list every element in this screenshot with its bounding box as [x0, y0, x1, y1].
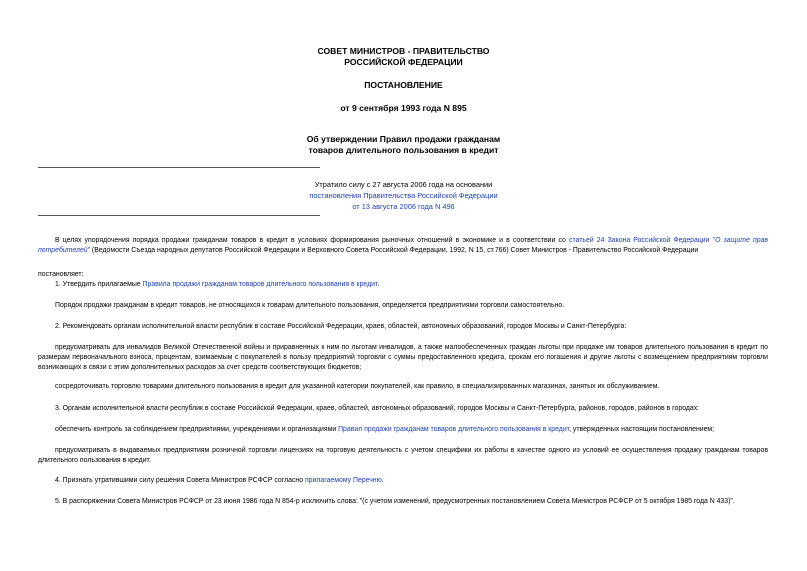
paragraph-1-note: Порядок продажи гражданам в кредит товаров, не относящихся к товарам длительного пользования, определяется предприятиями торговли самостоятельно. [55, 302, 565, 309]
issuer-line-2: РОССИЙСКОЙ ФЕДЕРАЦИИ [344, 57, 463, 67]
paragraph-4 [38, 476, 768, 486]
document-date: от 9 сентября 1993 года N 895 [340, 103, 467, 113]
divider-bottom [38, 215, 320, 216]
paragraph-4-text: 4. Признать утратившими силу решения Совета Министров РСФСР согласно [55, 477, 305, 484]
rules-link[interactable]: Правила продажи гражданам товаров длительного пользования в кредит [142, 281, 378, 288]
repeal-link-line-1[interactable]: постановления Правительства Российской Федерации [309, 191, 498, 200]
consumer-law-link[interactable]: "О защите прав потребителей" [38, 237, 768, 254]
paragraph-1-end: . [377, 281, 380, 288]
issuer-line-1: СОВЕТ МИНИСТРОВ - ПРАВИТЕЛЬСТВО [317, 46, 490, 56]
preamble-text-end: (Ведомости Съезда народных депутатов Российской Федерации и Верховного Совета Российской Федерации, 1992, N 15, ст.766) Совет Министров - Правительство Российской Федерации [90, 247, 699, 254]
annex-list-link[interactable]: прилагаемому Перечню [304, 477, 382, 484]
paragraph-2-item-b: сосредоточивать торговлю товарами длительного пользования в кредит для указанной категории покупателей, как правило, в специализированных магазинах, занятых их обслуживанием. [55, 383, 660, 390]
paragraph-1 [38, 280, 768, 290]
resolves-label: постановляет: [38, 271, 84, 278]
rules-link-2[interactable]: Правил продажи гражданам товаров длительного пользования в кредит [338, 426, 570, 433]
document-title-line-1: Об утверждении Правил продажи гражданам [306, 134, 501, 144]
document-title-line-2: товаров длительного пользования в кредит [308, 145, 499, 155]
paragraph-1-text: 1. Утвердить прилагаемые [55, 281, 143, 288]
paragraph-3-item-a-end: , утвержденных настоящим постановлением; [569, 426, 715, 433]
paragraph-2-item-a: предусматривать для инвалидов Великой Отечественной войны и приравненных к ним по льготам инвалидов, а также малообеспеченных граждан льготы при продаже им товаров длительного пользования в кредит по размерам первоначального взноса, процентам, взимаемым с покупателей в пользу предприятий торговли с суммы предоставленного кредита, срокам его погашения и другие льготы с возмещением предприятиям торговли возникающих в связи с этим дополнительных расходов за счет средств соответствующих бюджетов; [38, 344, 768, 371]
document-type: ПОСТАНОВЛЕНИЕ [364, 80, 443, 90]
repeal-link-line-2[interactable]: от 13 августа 2006 года N 496 [352, 202, 455, 211]
preamble-text: В целях упорядочения порядка продажи гражданам товаров в кредит в условиях формирования рыночных отношений в экономике и в соответствии со [55, 237, 570, 244]
preamble-paragraph [38, 236, 768, 256]
law-article-link[interactable]: статьей 24 Закона Российской Федерации [569, 237, 710, 244]
paragraph-5: 5. В распоряжении Совета Министров РСФСР от 23 июня 1986 года N 854-р исключить слова: "(с учетом изменений, предусмотренных постановлением Совета Министров РСФСР от 5 октября 1985 года N 433)". [55, 498, 735, 505]
paragraph-3-item-b: предусматривать в выдаваемых предприятиям розничной торговли лицензиях на торговую деятельность с учетом специфики их работы в качестве одного из условий ее осуществления продажу гражданам товаров длительного пользования в кредит. [38, 447, 768, 464]
paragraph-3-item-a-text: обеспечить контроль за соблюдением предприятиями, учреждениями и организациями [55, 426, 339, 433]
divider-top [38, 167, 320, 168]
paragraph-3-item-a [38, 425, 768, 435]
paragraph-2: 2. Рекомендовать органам исполнительной власти республик в составе Российской Федерации, краев, областей, автономных образований, городов Москвы и Санкт-Петербурга: [55, 323, 627, 330]
repeal-note: Утратило силу с 27 августа 2006 года на основании [314, 180, 493, 189]
paragraph-4-end: . [381, 477, 384, 484]
paragraph-3: 3. Органам исполнительной власти республик в составе Российской Федерации, краев, областей, автономных образований, городов Москвы и Санкт-Петербурга, районов, городов, районов в городах: [55, 405, 700, 412]
